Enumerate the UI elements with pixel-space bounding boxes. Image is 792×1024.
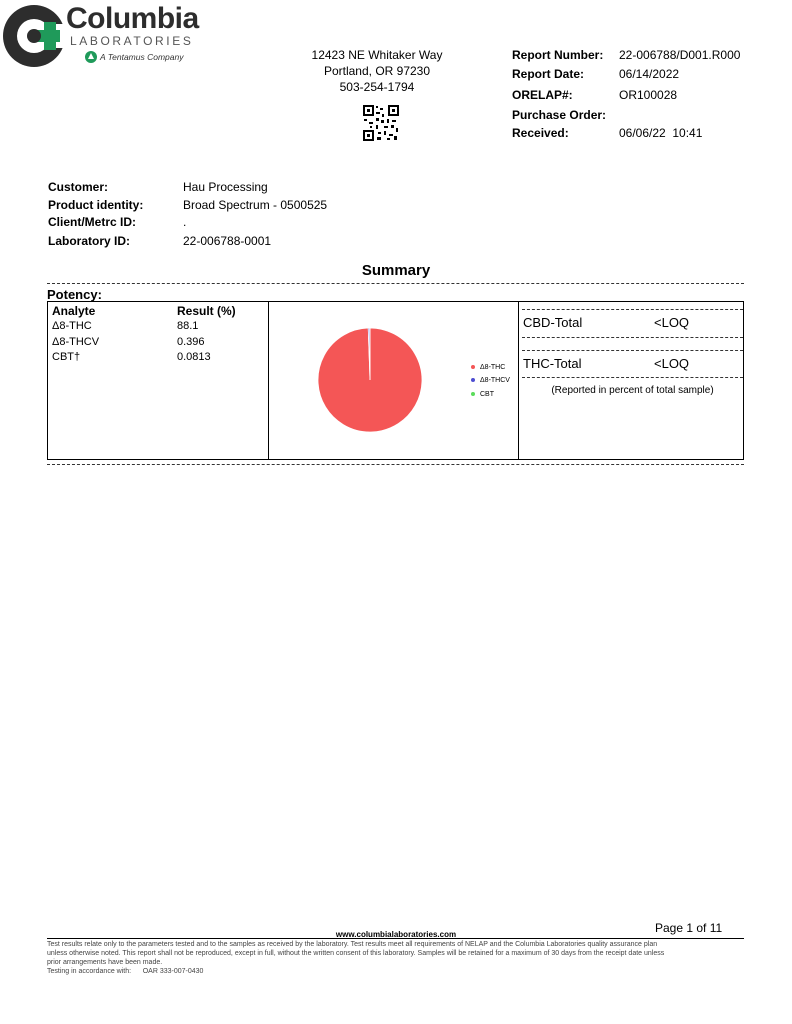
product-identity-label: Product identity: xyxy=(48,198,144,212)
page-number: Page 1 of 11 xyxy=(655,921,723,935)
divider xyxy=(522,337,743,338)
divider xyxy=(47,938,744,939)
client-metrc-label: Client/Metrc ID: xyxy=(48,215,137,229)
tentamus-icon xyxy=(84,50,98,64)
address-street: 12423 NE Whitaker Way xyxy=(311,48,443,62)
summary-title: Summary xyxy=(361,262,431,279)
disclaimer-line: prior arrangements have been made. xyxy=(47,959,163,966)
divider xyxy=(47,464,744,465)
legend-swatch xyxy=(471,392,475,396)
legend-label: CBT xyxy=(480,391,494,398)
legend-label: Δ8-THCV xyxy=(480,377,510,384)
potency-label: Potency: xyxy=(47,287,102,302)
report-number: 22-006788/D001.R000 xyxy=(619,48,741,62)
laboratory-id: 22-006788-0001 xyxy=(183,234,272,248)
company-logo xyxy=(0,0,205,72)
cbd-total-value: <LOQ xyxy=(654,315,690,330)
laboratory-id-label: Laboratory ID: xyxy=(48,234,131,248)
divider xyxy=(47,283,744,284)
legend-swatch xyxy=(471,378,475,382)
result-header: Result (%) xyxy=(177,304,236,318)
orelap-number: OR100028 xyxy=(619,88,678,102)
analyte-result: 0.396 xyxy=(177,336,205,348)
potency-pie-chart xyxy=(310,320,430,440)
report-number-label: Report Number: xyxy=(512,48,604,62)
client-metrc-id: . xyxy=(183,215,187,229)
product-identity: Broad Spectrum - 0500525 xyxy=(183,198,328,212)
report-date: 06/14/2022 xyxy=(619,67,680,81)
orelap-label: ORELAP#: xyxy=(512,88,573,102)
report-date-label: Report Date: xyxy=(512,67,585,81)
legend-swatch xyxy=(471,365,475,369)
received-datetime: 06/06/22 10:41 xyxy=(619,126,703,140)
analyte-name: Δ8-THCV xyxy=(52,336,100,348)
disclaimer-line: Test results relate only to the parameters tested and to the samples as received by the laboratory. Test results meet all requirements of NELAP and the Columbia Laboratories quality assurance plan xyxy=(47,941,658,948)
testing-accordance: Testing in accordance with: OAR 333-007-0430 xyxy=(47,968,204,975)
logo-subtitle: LABORATORIES xyxy=(70,34,194,48)
qr-code-icon xyxy=(362,104,400,142)
analyte-name: CBT† xyxy=(52,351,81,363)
legend-item xyxy=(471,364,505,371)
thc-total-label: THC-Total xyxy=(523,356,582,371)
analyte-result: 88.1 xyxy=(177,320,199,332)
legend-item xyxy=(471,377,510,384)
divider xyxy=(268,301,269,460)
divider xyxy=(522,350,743,351)
purchase-order-label: Purchase Order: xyxy=(512,108,607,122)
website-link[interactable]: www.columbialaboratories.com xyxy=(335,930,457,939)
divider xyxy=(522,309,743,310)
address-phone: 503-254-1794 xyxy=(339,80,415,94)
logo-tagline: A Tentamus Company xyxy=(100,52,184,62)
analyte-name: Δ8-THC xyxy=(52,320,92,332)
legend-label: Δ8-THC xyxy=(480,364,506,371)
columbia-c-icon xyxy=(0,2,68,70)
legend-item xyxy=(471,391,494,398)
analyte-header: Analyte xyxy=(52,304,96,318)
logo-brand: Columbia xyxy=(66,2,199,35)
divider xyxy=(518,301,519,460)
customer-label: Customer: xyxy=(48,180,109,194)
disclaimer-line: unless otherwise noted. This report shall not be reproduced, except in full, without the written consent of this laboratory. Samples will be retained for a maximum of 30 days from the receipt date unless xyxy=(47,950,665,957)
received-label: Received: xyxy=(512,126,569,140)
address-city: Portland, OR 97230 xyxy=(323,64,431,78)
thc-total-value: <LOQ xyxy=(654,356,690,371)
divider xyxy=(522,377,743,378)
cbd-total-label: CBD-Total xyxy=(523,315,583,330)
reported-note: (Reported in percent of total sample) xyxy=(551,385,714,396)
customer-name: Hau Processing xyxy=(183,180,268,194)
analyte-result: 0.0813 xyxy=(177,351,211,363)
